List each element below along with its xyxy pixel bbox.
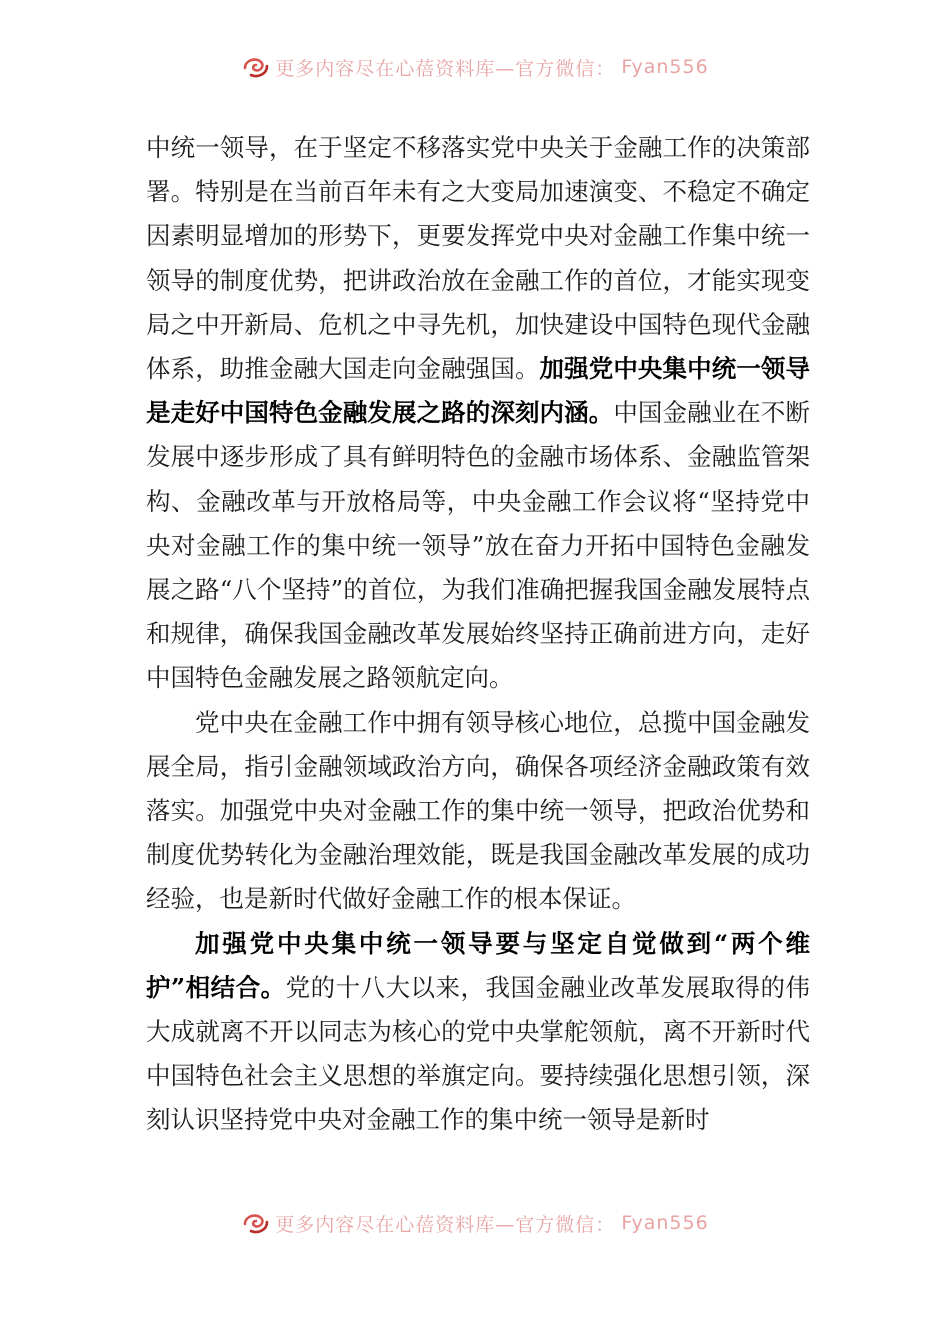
document-body: [146, 126, 810, 1143]
paragraph-1: [146, 126, 810, 701]
paragraph-3-bold-heading: 加强党中央集中统一领导要与坚定自觉做到“两个维护”相结合。: [146, 928, 810, 1002]
header-watermark: [0, 52, 950, 82]
paragraph-1-text-after: 中国金融业在不断发展中逐步形成了具有鲜明特色的金融市场体系、金融监管架构、金融改革与开放格局等，中央金融工作会议将“坚持党中央对金融工作的集中统一领导”放在奋力开拓中国特色金融发展之路“八个坚持”的首位，为我们准确把握我国金融发展特点和规律，确保我国金融改革发展始终坚持正确前进方向，走好中国特色金融发展之路领航定向。: [146, 398, 811, 693]
red-swirl-logo-icon: [241, 1210, 271, 1236]
red-swirl-logo-icon: [241, 54, 271, 80]
paragraph-3-text: 党的十八大以来，我国金融业改革发展取得的伟大成就离不开以同志为核心的党中央掌舵领航，离不开新时代中国特色社会主义思想的举旗定向。要持续强化思想引领，深刻认识坚持党中央对金融工作的集中统一领导是新时: [146, 972, 811, 1135]
watermark-text: 更多内容尽在心蓓资料库—官方微信：: [275, 57, 616, 80]
watermark-wechat-id: Fyan556: [621, 56, 709, 78]
paragraph-1-text-before: 中统一领导，在于坚定不移落实党中央关于金融工作的决策部署。特别是在当前百年未有之大变局加速演变、不稳定不确定因素明显增加的形势下，更要发挥党中央对金融工作集中统一领导的制度优势，把讲政治放在金融工作的首位，才能实现变局之中开新局、危机之中寻先机，加快建设中国特色现代金融体系，助推金融大国走向金融强国。: [146, 133, 810, 384]
paragraph-2: 党中央在金融工作中拥有领导核心地位，总揽中国金融发展全局，指引金融领域政治方向，确保各项经济金融政策有效落实。加强党中央对金融工作的集中统一领导，把政治优势和制度优势转化为金融治理效能，既是我国金融改革发展的成功经验，也是新时代做好金融工作的根本保证。: [146, 707, 810, 914]
watermark-wechat-id: Fyan556: [621, 1212, 709, 1234]
footer-watermark: [0, 1208, 950, 1238]
paragraph-1-bold-heading: 加强党中央集中统一领导是走好中国特色金融发展之路的深刻内涵。: [146, 354, 811, 428]
paragraph-3: [146, 922, 810, 1143]
watermark-text: 更多内容尽在心蓓资料库—官方微信：: [275, 1213, 616, 1236]
